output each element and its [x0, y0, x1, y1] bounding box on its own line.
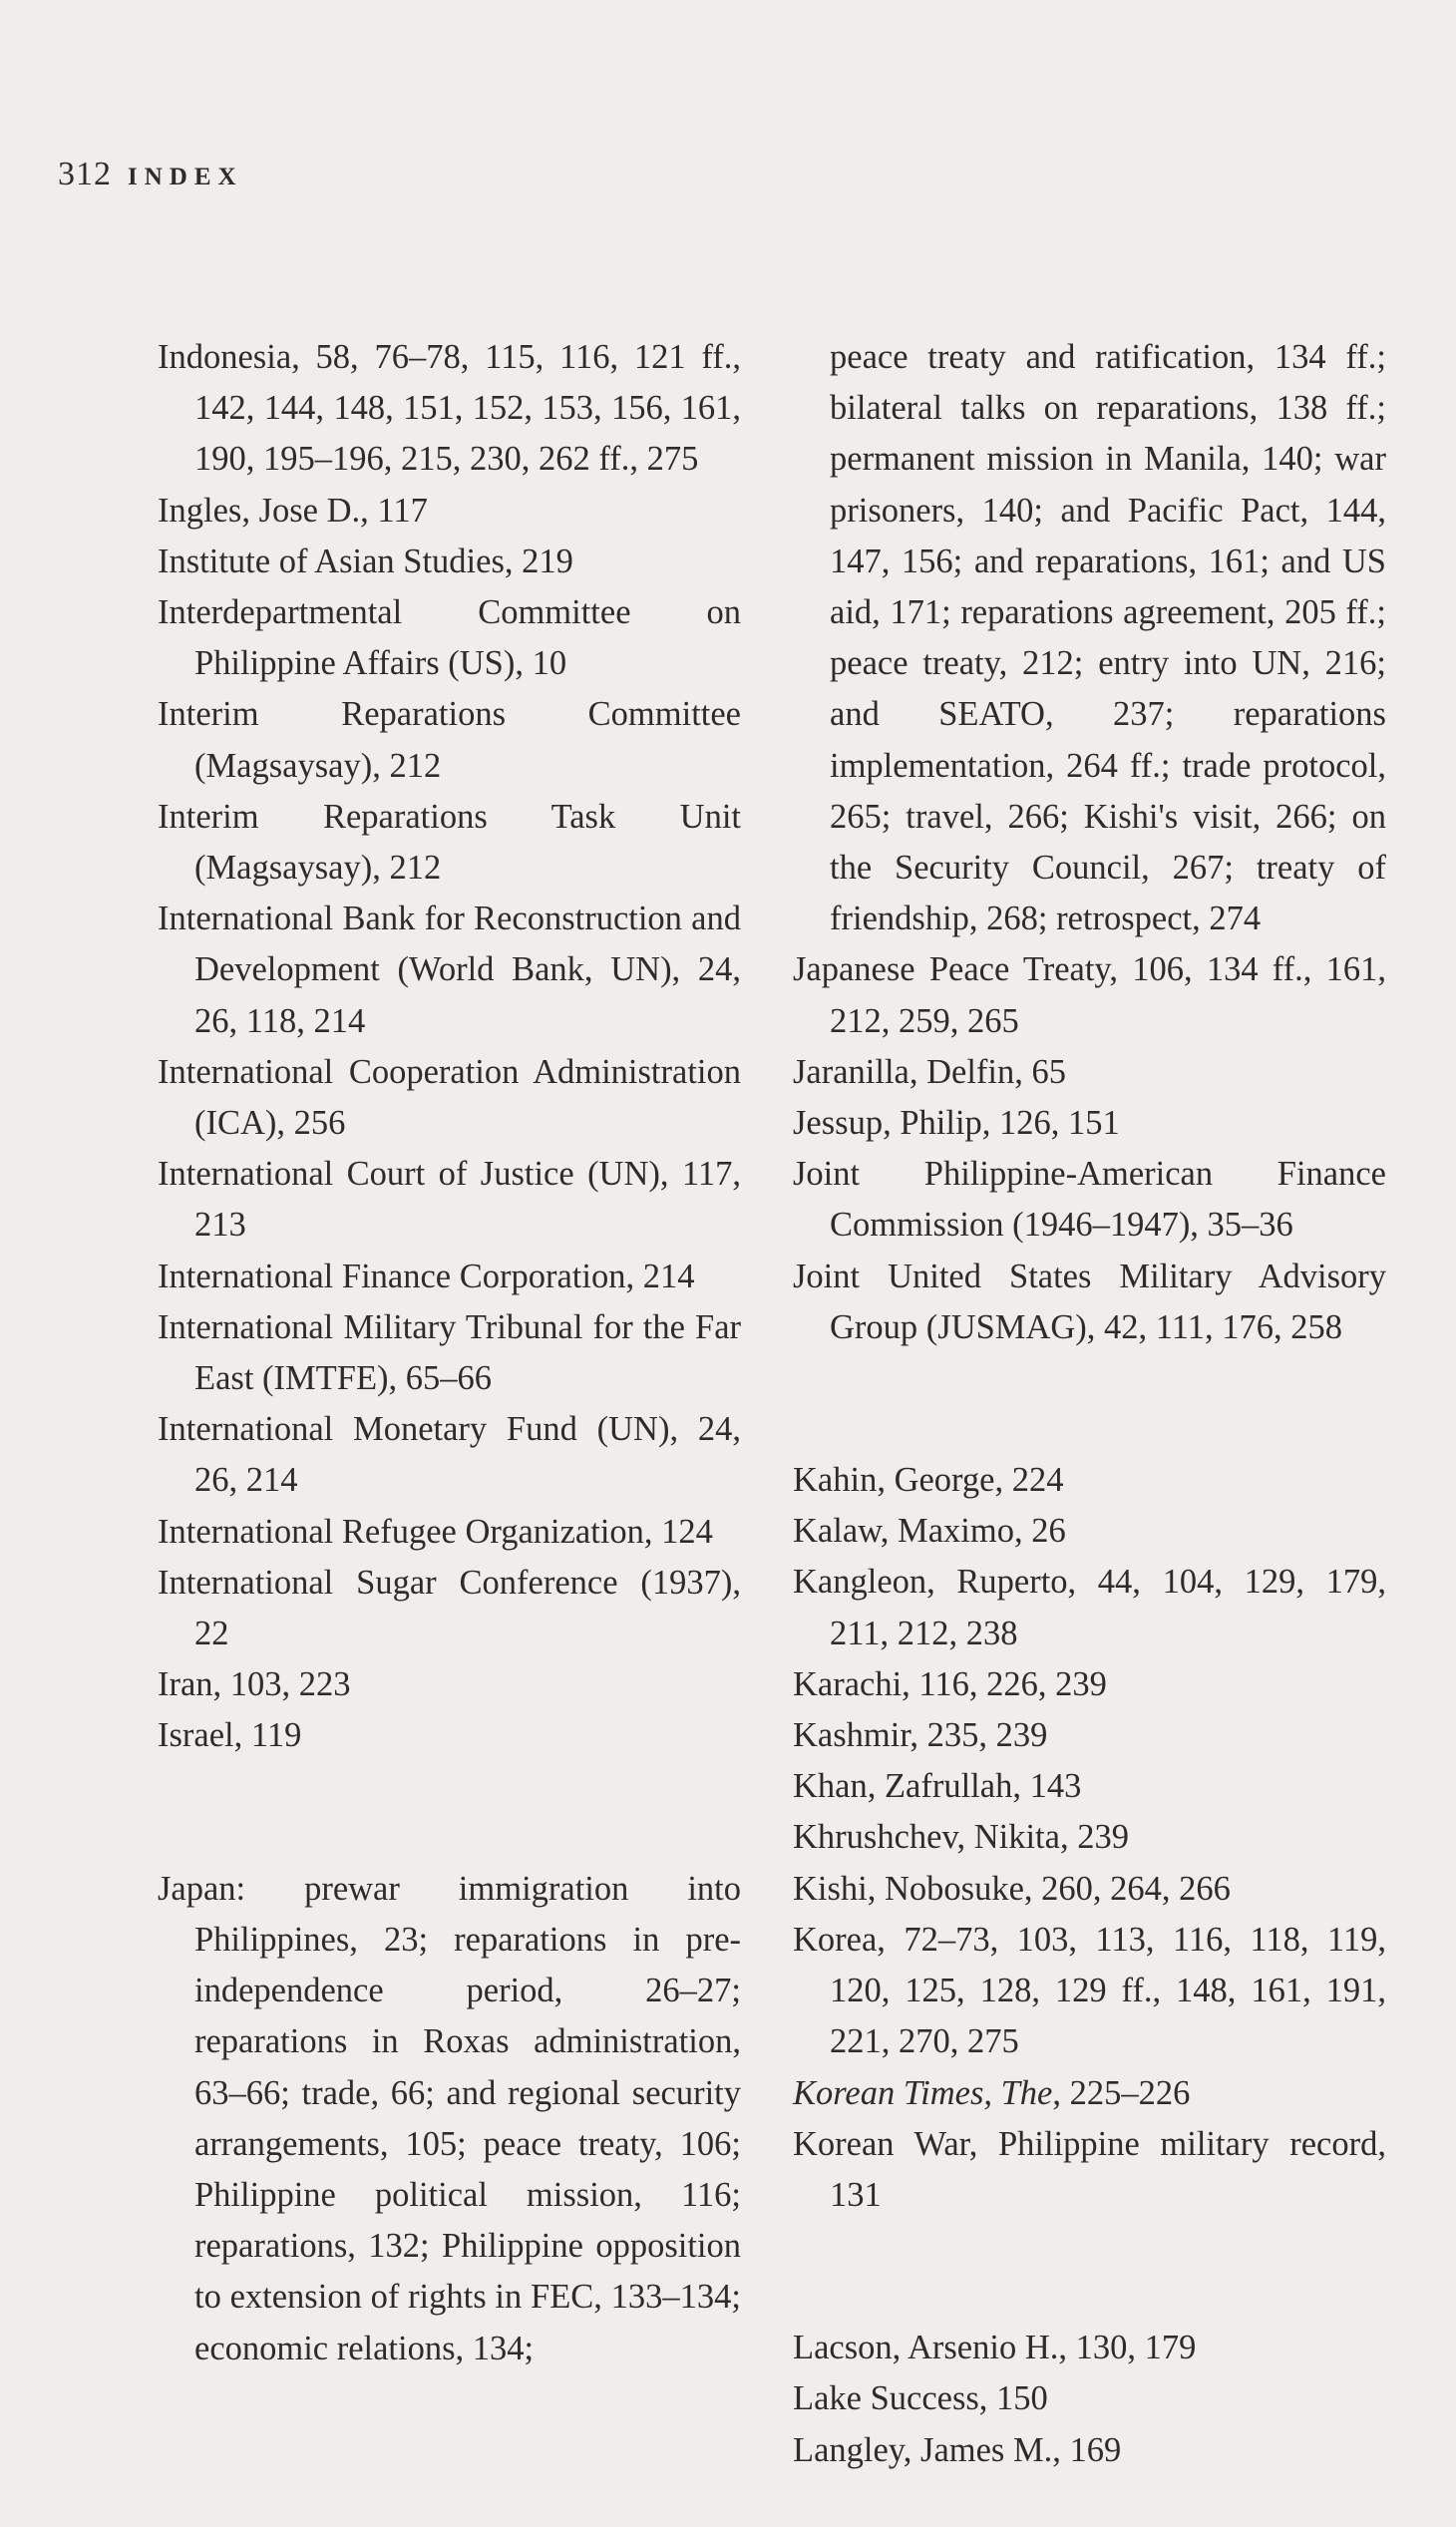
index-entry: International Cooperation Administration (ICA), 256 — [158, 1052, 741, 1143]
index-entry-continuation: peace treaty and ratification, 134 ff.; bilateral talks on reparations, 138 ff.; permanent mission in Manila, 140; war prisoners, 140; and Pacific Pact, 144, 147, 156; and reparations, 161; and US aid, 171; reparations agreement, 205 ff.; peace treaty, 212; entry into UN, 216; and SEATO, 237; reparations implementation, 264 ff.; trade protocol, 265; travel, 266; Kishi's visit, 266; on the Security Council, 267; treaty of friendship, 268; retrospect, 274 — [830, 338, 1386, 938]
index-entry: Korea, 72–73, 103, 113, 116, 118, 119, 120, 125, 128, 129 ff., 148, 161, 191, 221, 270, 275 — [793, 1920, 1386, 2061]
index-entry: Kishi, Nobosuke, 260, 264, 266 — [793, 1869, 1231, 1908]
section-spacer — [793, 1353, 1386, 1455]
page-number: 312 — [58, 156, 112, 192]
index-entry: Kangleon, Ruperto, 44, 104, 129, 179, 211, 212, 238 — [793, 1563, 1386, 1652]
index-entry: Kashmir, 235, 239 — [793, 1716, 1048, 1755]
index-entry: Korean War, Philippine military record, 131 — [793, 2124, 1386, 2214]
index-entry: Indonesia, 58, 76–78, 115, 116, 121 ff., 142, 144, 148, 151, 152, 153, 156, 161, 190, 195–196, 215, 230, 262 ff., 275 — [158, 338, 741, 479]
index-entry: Interdepartmental Committee on Philippine Affairs (US), 10 — [158, 593, 741, 683]
running-head: INDEX — [128, 164, 243, 190]
index-entry: International Refugee Organization, 124 — [158, 1512, 713, 1551]
index-entry: Jaranilla, Delfin, 65 — [793, 1052, 1066, 1091]
index-entry: Langley, James M., 169 — [793, 2430, 1122, 2469]
index-entry: Jessup, Philip, 126, 151 — [793, 1104, 1120, 1143]
index-entry: Khrushchev, Nikita, 239 — [793, 1818, 1129, 1857]
index-entry: International Sugar Conference (1937), 22 — [158, 1563, 741, 1653]
publication-title: Korean Times, The — [793, 2073, 1053, 2112]
index-entry-japan: Japan: prewar immigration into Philippines, 23; reparations in pre-independence period, 26–27; reparations in Roxas administration, 63–66; trade, 66; and regional security arrangements, 105; peace treaty, 106; Philippine political mission, 116; reparations, 132; Philippine opposition to extension of rights in FEC, 133–134; economic relations, 134; — [158, 1869, 741, 2367]
index-entry: Institute of Asian Studies, 219 — [158, 542, 573, 580]
index-entry: Ingles, Jose D., 117 — [158, 491, 428, 530]
index-entry: Israel, 119 — [158, 1716, 302, 1755]
index-entry: Lacson, Arsenio H., 130, 179 — [793, 2329, 1197, 2367]
index-entry: International Military Tribunal for the Far East (IMTFE), 65–66 — [158, 1307, 741, 1398]
index-entry: Kalaw, Maximo, 26 — [793, 1512, 1066, 1551]
publication-pages: , 225–226 — [1052, 2073, 1191, 2112]
index-entry: Interim Reparations Committee (Magsaysay), 212 — [158, 695, 741, 785]
section-spacer — [158, 1762, 741, 1864]
index-entry: Karachi, 116, 226, 239 — [793, 1664, 1107, 1703]
index-entry: International Bank for Reconstruction and Development (World Bank, UN), 24, 26, 118, 214 — [158, 900, 741, 1040]
right-column — [793, 332, 1386, 2476]
index-entry: Joint Philippine-American Finance Commission (1946–1947), 35–36 — [793, 1155, 1386, 1245]
left-column — [158, 332, 741, 2374]
index-entry: International Court of Justice (UN), 117, 213 — [158, 1155, 741, 1245]
index-entry: Lake Success, 150 — [793, 2379, 1048, 2418]
index-entry: Interim Reparations Task Unit (Magsaysay), 212 — [158, 797, 741, 888]
index-entry-korean-times — [793, 2068, 1386, 2119]
index-entry: Joint United States Military Advisory Group (JUSMAG), 42, 111, 176, 258 — [793, 1257, 1386, 1346]
section-spacer — [793, 2221, 1386, 2323]
index-entry: Khan, Zafrullah, 143 — [793, 1767, 1082, 1806]
index-entry: International Finance Corporation, 214 — [158, 1257, 695, 1295]
page-header — [58, 150, 243, 202]
index-entry: Iran, 103, 223 — [158, 1665, 351, 1704]
index-entry: International Monetary Fund (UN), 24, 26, 214 — [158, 1410, 741, 1500]
index-entry: Kahin, George, 224 — [793, 1461, 1064, 1500]
index-entry: Japanese Peace Treaty, 106, 134 ff., 161, 212, 259, 265 — [793, 950, 1386, 1040]
